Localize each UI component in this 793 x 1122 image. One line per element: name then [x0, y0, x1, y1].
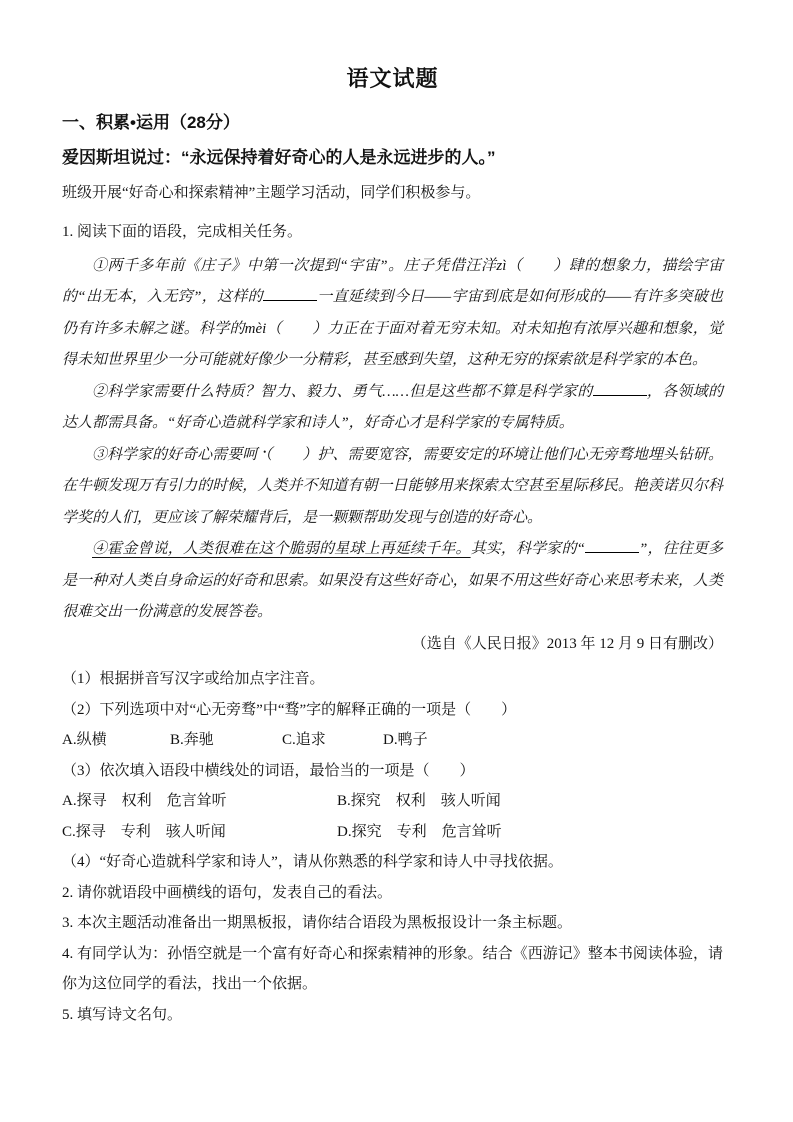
- passage-paragraph: [62, 377, 723, 440]
- sub-question-4: （4）“好奇心造就科学家和诗人”，请从你熟悉的科学家和诗人中寻找依据。: [62, 854, 563, 870]
- fill-in-blank: [263, 284, 317, 301]
- option-item: C.追求: [282, 732, 326, 748]
- section-heading: 一、积累•运用（28分）: [62, 113, 240, 132]
- option-item: B.奔驰: [170, 732, 214, 748]
- option-item: D.鸭子: [383, 732, 428, 748]
- passage-paragraph: [62, 440, 723, 535]
- question-item-5: 5. 填写诗文名句。: [62, 1006, 183, 1023]
- passage-text: ①两千多年前《庄子》中第一次提到“宇宙”。庄子凭借汪洋zì（ ）肆的想象力，描绘宇宙的“出无本，入无窍”，这样的: [62, 257, 723, 305]
- fill-in-blank: [585, 536, 639, 553]
- questions-block: [62, 664, 723, 1030]
- option-item: D.探究 专利 危言耸听: [337, 823, 502, 840]
- passage-text: ③科学家的好奇心需要: [92, 446, 243, 463]
- option-item: A.纵横: [62, 732, 107, 748]
- underlined-sentence: ④霍金曾说，人类很难在这个脆弱的星球上再延续千年。: [92, 541, 471, 557]
- fill-in-blank: [593, 379, 647, 396]
- intro-line: 班级开展“好奇心和探索精神”主题学习活动，同学们积极参与。: [62, 185, 481, 201]
- question-item-1: 1. 阅读下面的语段，完成相关任务。: [62, 224, 303, 240]
- passage-text: 一直延续到今日——宇宙到底是如何形成的——有许多突破也仍有许多未解之谜。科学的mèi（ ）力正在于面对着无穷未知。对未知抱有浓厚兴趣和想象，觉得未知世界里少一分可能就好像少一分精彩，甚至感到失望，这种无穷的探索欲是科学家的本色。: [62, 289, 723, 368]
- passage-paragraph: [62, 251, 723, 377]
- passage-text: ”，往往更多是一种对人类自身命运的好奇和思索。如果没有这些好奇心，如果不用这些好奇心来思考未来，人类很难交出一份满意的发展答卷。: [62, 541, 724, 620]
- passage-text: （ ）护、需要宽容，需要安定的环境让他们心无旁骛地埋头钻研。在牛顿发现万有引力的时候，人类并不知道有朝一日能够用来探索太空甚至星际移民。艳羡诺贝尔科学奖的人们，更应该了解荣耀背后，是一颗颗帮助发现与创造的好奇心。: [62, 446, 723, 526]
- question-item-2: 2. 请你就语段中画横线的语句，发表自己的看法。: [62, 884, 393, 901]
- sub-question-3: （3）依次填入语段中横线处的词语，最恰当的一项是（ ）: [62, 762, 475, 779]
- source-attribution: （选自《人民日报》2013 年 12 月 9 日有删改）: [411, 635, 723, 652]
- sub-question-2: （2）下列选项中对“心无旁骛”中“骛”字的解释正确的一项是（ ）: [62, 701, 517, 718]
- page-title: 语文试题: [346, 66, 439, 91]
- question-item-3: 3. 本次主题活动准备出一期黑板报，请你结合语段为黑板报设计一条主标题。: [62, 915, 573, 931]
- passage-text: ，各领域的达人都需具备。“好奇心造就科学家和诗人”，好奇心才是科学家的专属特质。: [62, 383, 723, 431]
- q3-options-grid: [62, 786, 723, 847]
- option-item: B.探究 权利 骇人听闻: [337, 793, 501, 809]
- passage-text: 其实，科学家的“: [470, 541, 585, 557]
- sub-question-1: （1）根据拼音写汉字或给加点字注音。: [62, 671, 325, 687]
- q2-options-row: [62, 725, 723, 756]
- emphasized-char: 呵 •: [242, 447, 257, 463]
- question-item-4: 4. 有同学认为：孙悟空就是一个富有好奇心和探索精神的形象。结合《西游记》整本书阅读体验，请你为这位同学的看法，找出一个依据。: [62, 945, 723, 992]
- passage-text: ②科学家需要什么特质？智力、毅力、勇气……但是这些都不算是科学家的: [92, 383, 593, 400]
- option-item: A.探寻 权利 危言耸听: [62, 793, 227, 809]
- passage: [62, 251, 723, 629]
- passage-paragraph: [62, 534, 723, 629]
- einstein-quote: 爱因斯坦说过：“永远保持着好奇心的人是永远进步的人。”: [62, 148, 496, 167]
- option-item: C.探寻 专利 骇人听闻: [62, 823, 226, 840]
